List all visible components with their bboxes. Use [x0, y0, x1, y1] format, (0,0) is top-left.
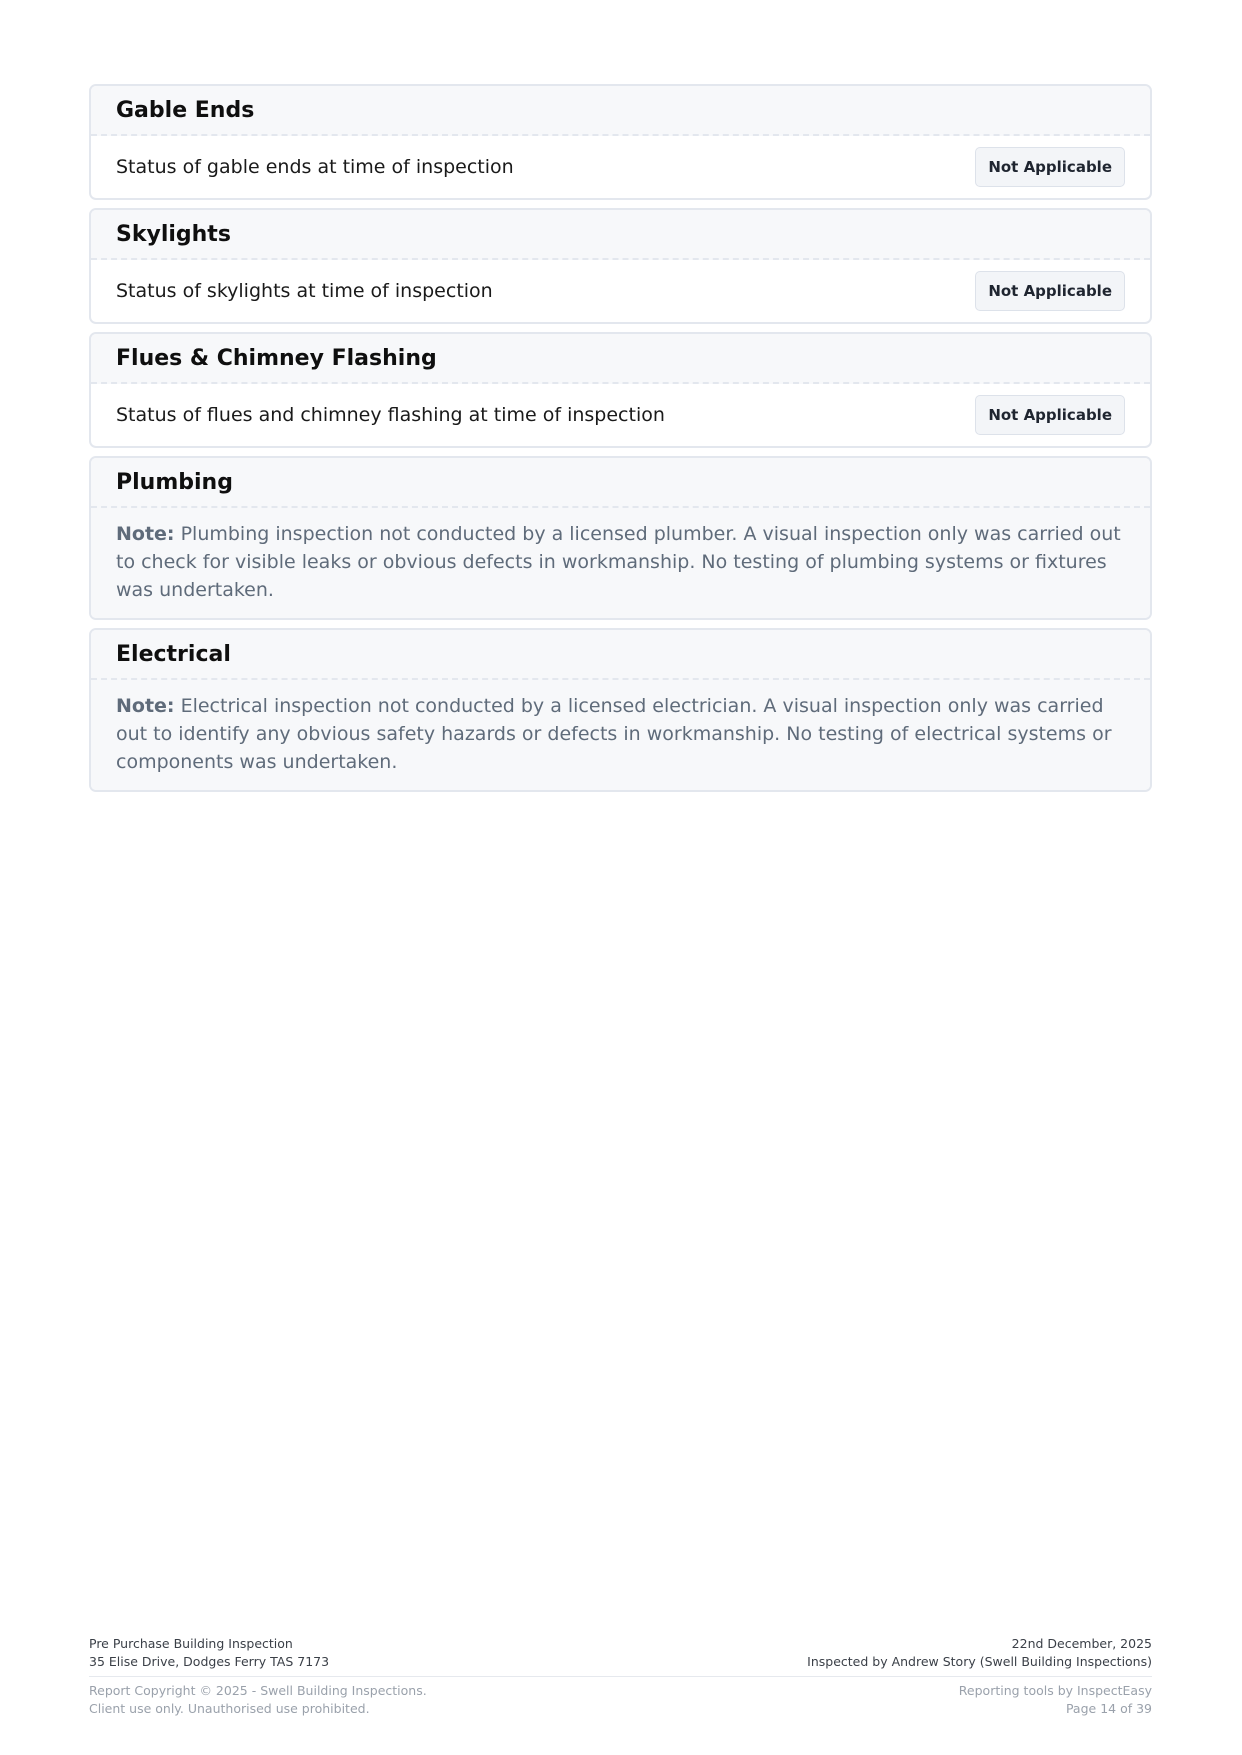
- page-footer: [89, 1635, 1152, 1718]
- status-row-label: Status of flues and chimney flashing at time of inspection: [116, 404, 665, 426]
- section-title: Flues & Chimney Flashing: [116, 345, 437, 371]
- section-gable-ends: [89, 84, 1152, 200]
- section-header: [91, 458, 1150, 508]
- section-header: [91, 630, 1150, 680]
- report-type: Pre Purchase Building Inspection: [89, 1636, 293, 1651]
- section-note: [91, 680, 1150, 790]
- status-badge: Not Applicable: [975, 271, 1125, 311]
- report-content: [89, 84, 1152, 800]
- section-skylights: [89, 208, 1152, 324]
- section-flues-chimney-flashing: [89, 332, 1152, 448]
- inspector-name: Inspected by Andrew Story (Swell Building Inspections): [807, 1654, 1152, 1669]
- footer-legal-left: [89, 1682, 427, 1718]
- property-address: 35 Elise Drive, Dodges Ferry TAS 7173: [89, 1654, 330, 1669]
- section-note: [91, 508, 1150, 618]
- footer-right: [807, 1635, 1152, 1671]
- section-header: [91, 210, 1150, 260]
- section-title: Gable Ends: [116, 97, 255, 123]
- footer-legal: [89, 1677, 1152, 1718]
- section-header: [91, 334, 1150, 384]
- note-label: Note:: [116, 523, 175, 545]
- section-title: Skylights: [116, 221, 231, 247]
- status-row-label: Status of skylights at time of inspection: [116, 280, 493, 302]
- status-row-label: Status of gable ends at time of inspection: [116, 156, 514, 178]
- status-row: [91, 136, 1150, 198]
- footer-legal-right: [959, 1682, 1152, 1718]
- note-label: Note:: [116, 695, 175, 717]
- status-badge: Not Applicable: [975, 395, 1125, 435]
- footer-left: [89, 1635, 329, 1671]
- status-row: [91, 260, 1150, 322]
- section-header: [91, 86, 1150, 136]
- footer-info: [89, 1635, 1152, 1677]
- tools-credit: Reporting tools by InspectEasy: [958, 1683, 1152, 1698]
- status-badge: Not Applicable: [975, 147, 1125, 187]
- page-number: Page 14 of 39: [1065, 1701, 1152, 1716]
- section-plumbing: [89, 456, 1152, 620]
- section-title: Electrical: [116, 641, 231, 667]
- status-row: [91, 384, 1150, 446]
- section-title: Plumbing: [116, 469, 233, 495]
- usage-notice: Client use only. Unauthorised use prohibited.: [89, 1701, 370, 1716]
- report-date: 22nd December, 2025: [1011, 1636, 1152, 1651]
- section-electrical: [89, 628, 1152, 792]
- note-text: Electrical inspection not conducted by a licensed electrician. A visual inspection only was carried out to identify any obvious safety hazards or defects in workmanship. No testing of electrical systems or components was undertaken.: [116, 695, 1112, 773]
- note-text: Plumbing inspection not conducted by a licensed plumber. A visual inspection only was carried out to check for visible leaks or obvious defects in workmanship. No testing of plumbing systems or fixtures was undertaken.: [116, 523, 1121, 601]
- copyright-notice: Report Copyright © 2025 - Swell Building Inspections.: [89, 1683, 427, 1698]
